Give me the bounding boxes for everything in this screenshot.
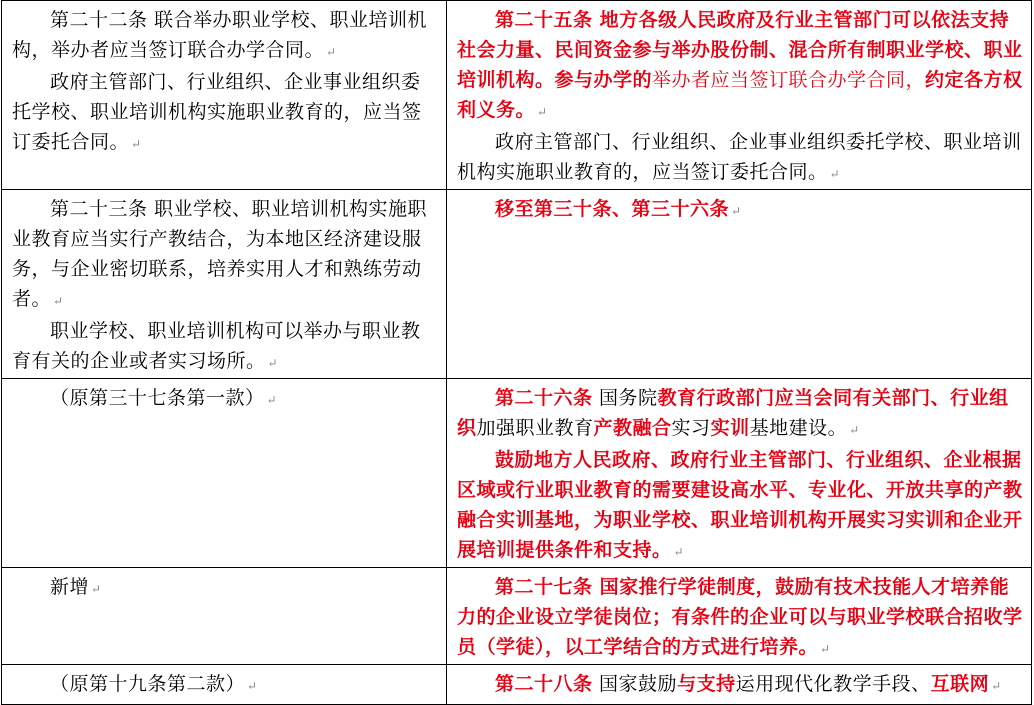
original-paragraph: [12, 5, 438, 67]
table-row: [2, 190, 1032, 379]
paragraph-text: （原第十九条第二款）: [50, 673, 246, 695]
paragraph-mark-icon: ↵: [326, 45, 337, 59]
original-paragraph: [12, 67, 438, 159]
revised-text-run: 与支持: [677, 673, 736, 695]
paragraph-text: 政府主管部门、行业组织、企业事业组织委托学校、职业培训机构实施职业教育的，应当签订委托合同。: [12, 71, 422, 153]
paragraph-text: 新增: [50, 576, 90, 598]
revised-text-run: 第二十五条 地方各级人民政府及行业主管部门可以依法支持社会力量、民间资金参与举办股份制、混合所有制职业学校、职业培训机构。参与办学的: [457, 9, 1023, 91]
paragraph-text: 职业学校、职业培训机构可以举办与职业教育有关的企业或者实习场所。: [12, 320, 421, 372]
paragraph-mark-icon: ↵: [673, 545, 685, 559]
revised-text-run: 移至第三十条、第三十六条: [495, 198, 730, 220]
unchanged-text-run: 国家鼓励: [592, 673, 678, 695]
revised-text-cell: [447, 190, 1032, 379]
revised-paragraph: [457, 445, 1023, 567]
original-text-cell: [2, 568, 447, 665]
unchanged-text-run: 实习: [671, 417, 711, 439]
original-paragraph: [12, 194, 438, 316]
paragraph-mark-icon: ↵: [266, 393, 278, 407]
revised-text-cell: [447, 1, 1032, 190]
paragraph-text: 第二十三条 职业学校、职业培训机构实施职业教育应当实行产教结合，为本地区经济建设服务，与企业密切联系，培养实用人才和熟练劳动者。: [12, 198, 428, 310]
revised-text-run: 第二十六条: [495, 387, 593, 409]
original-paragraph: [12, 316, 438, 378]
paragraph-mark-icon: ↵: [820, 642, 831, 656]
revised-text-run: 教育行政部门应当会同有关部门、行业组织: [457, 387, 1009, 439]
table-row: [2, 1, 1032, 190]
revised-text-run: 产教融合: [593, 417, 672, 439]
revised-text-run: 第二十七条: [495, 576, 593, 598]
revised-paragraph: [457, 383, 1023, 445]
revised-text-run: 鼓励地方人民政府、政府行业主管部门、行业组织、企业根据区域或行业职业教育的需要建设高水平、专业化、开放共享的产教融合实训基地，为职业学校、职业培训机构开展实习实训和企业开展培训提供条件和支持。: [457, 449, 1023, 561]
comparison-table-body: [2, 1, 1032, 705]
revised-text-cell: [447, 665, 1032, 705]
revised-text-run: 约定各方权利义务。: [457, 69, 1023, 121]
revised-text-cell: [447, 568, 1032, 665]
paragraph-mark-icon: ↵: [267, 356, 279, 370]
paragraph-text: （原第三十七条第一款）: [50, 387, 265, 409]
original-text-cell: [2, 1, 447, 190]
paragraph-text: 第二十二条 联合举办职业学校、职业培训机构，举办者应当签订联合办学合同。: [12, 9, 428, 61]
paragraph-mark-icon: ↵: [247, 679, 258, 693]
revised-paragraph: [457, 127, 1023, 189]
original-paragraph: [12, 572, 438, 604]
revised-text-run: 举办者应当签订联合办学合同，: [652, 69, 926, 91]
revised-text-run: 实训: [710, 417, 750, 439]
paragraph-mark-icon: ↵: [991, 679, 1002, 693]
paragraph-mark-icon: ↵: [849, 423, 860, 437]
unchanged-text-run: 国务院: [592, 387, 658, 409]
paragraph-mark-icon: ↵: [829, 167, 841, 181]
paragraph-mark-icon: ↵: [91, 582, 102, 596]
paragraph-mark-icon: ↵: [53, 294, 64, 308]
original-text-cell: [2, 190, 447, 379]
original-paragraph: [12, 383, 438, 415]
revised-text-run: 互联网: [930, 673, 990, 695]
original-paragraph: [12, 669, 438, 701]
revised-paragraph: [457, 669, 1023, 701]
unchanged-text-run: 基地建设。: [749, 417, 848, 439]
unchanged-text-run: 政府主管部门、行业组织、企业事业组织委托学校、职业培训机构实施职业教育的，应当签订委托合同。: [457, 131, 1022, 183]
paragraph-mark-icon: ↵: [131, 137, 142, 151]
revised-paragraph: [457, 194, 1023, 226]
revised-text-run: 第二十八条: [495, 673, 593, 695]
table-row: [2, 665, 1032, 705]
table-row: [2, 379, 1032, 568]
original-text-cell: [2, 665, 447, 705]
revised-paragraph: [457, 5, 1023, 127]
comparison-table: [1, 0, 1032, 705]
paragraph-mark-icon: ↵: [537, 105, 548, 119]
revised-text-cell: [447, 379, 1032, 568]
revised-text-run: 国家推行学徒制度，鼓励有技术技能人才培养能力的企业设立学徒岗位；有条件的企业可以与职业学校联合招收学员（学徒），以工学结合的方式进行培养。: [457, 576, 1023, 658]
paragraph-mark-icon: ↵: [731, 204, 742, 218]
unchanged-text-run: 加强职业教育: [476, 417, 594, 439]
unchanged-text-run: 运用现代化教学手段、: [735, 673, 931, 695]
table-row: [2, 568, 1032, 665]
revised-paragraph: [457, 572, 1023, 664]
original-text-cell: [2, 379, 447, 568]
